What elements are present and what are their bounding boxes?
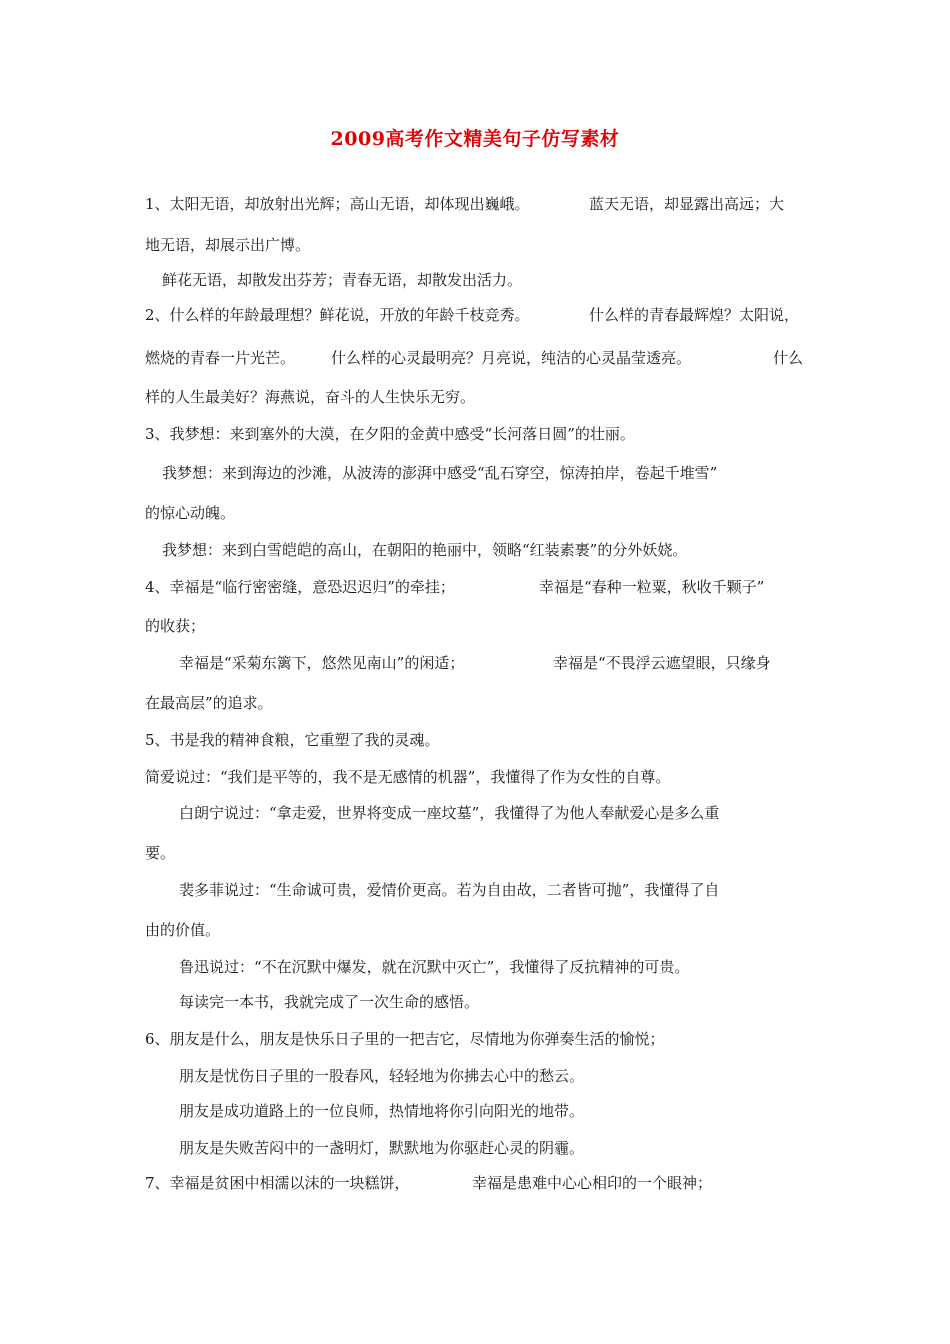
text-line: 鲜花无语，却散发出芬芳；青春无语，却散发出活力。	[162, 271, 523, 289]
text-line: 6、朋友是什么，朋友是快乐日子里的一把吉它，尽情地为你弹奏生活的愉悦；	[145, 1030, 665, 1048]
text-line: 鲁迅说过：“不在沉默中爆发，就在沉默中灭亡”，我懂得了反抗精神的可贵。	[179, 958, 690, 976]
text-line: 3、我梦想：来到塞外的大漠，在夕阳的金黄中感受“长河落日圆”的壮丽。	[145, 425, 635, 443]
text-line: 7、幸福是贫困中相濡以沫的一块糕饼，	[145, 1174, 410, 1192]
text-line: 4、幸福是“临行密密缝，意恐迟迟归”的牵挂；	[145, 578, 455, 596]
text-line: 什么	[773, 349, 804, 367]
text-line: 什么样的青春最辉煌？太阳说，	[589, 306, 800, 324]
text-line: 白朗宁说过：“拿走爱，世界将变成一座坟墓”，我懂得了为他人奉献爱心是多么重	[179, 804, 720, 822]
text-line: 每读完一本书，我就完成了一次生命的感悟。	[179, 993, 480, 1011]
text-line: 的惊心动魄。	[145, 504, 236, 522]
text-line: 地无语，却展示出广博。	[145, 236, 311, 254]
text-line: 裴多菲说过：“生命诚可贵，爱情价更高。若为自由故，二者皆可抛”，我懂得了自	[179, 881, 720, 899]
text-line: 幸福是“采菊东篱下，悠然见南山”的闲适；	[179, 654, 465, 672]
text-line: 5、书是我的精神食粮，它重塑了我的灵魂。	[145, 731, 440, 749]
text-line: 幸福是“不畏浮云遮望眼，只缘身	[553, 654, 771, 672]
text-line: 由的价值。	[145, 921, 221, 939]
text-line: 幸福是患难中心心相印的一个眼神；	[472, 1174, 713, 1192]
text-line: 朋友是成功道路上的一位良师，热情地将你引向阳光的地带。	[179, 1102, 585, 1120]
text-line: 1、太阳无语，却放射出光辉；高山无语，却体现出巍峨。	[145, 195, 530, 213]
text-line: 蓝天无语，却显露出高远；大	[589, 195, 785, 213]
text-line: 2、什么样的年龄最理想？鲜花说，开放的年龄千枝竞秀。	[145, 306, 530, 324]
text-line: 幸福是“春种一粒粟，秋收千颗子”	[539, 578, 765, 596]
text-line: 我梦想：来到白雪皑皑的高山，在朝阳的艳丽中，领略“红装素裹”的分外妖娆。	[162, 541, 688, 559]
text-line: 要。	[145, 844, 176, 862]
text-line: 朋友是忧伤日子里的一股春风，轻轻地为你拂去心中的愁云。	[179, 1067, 585, 1085]
text-line: 什么样的心灵最明亮？月亮说，纯洁的心灵晶莹透亮。	[331, 349, 692, 367]
text-line: 简爱说过：“我们是平等的，我不是无感情的机器”，我懂得了作为女性的自尊。	[145, 768, 671, 786]
document-title: 2009高考作文精美句子仿写素材	[330, 128, 620, 150]
text-line: 的收获；	[145, 617, 206, 635]
text-line: 朋友是失败苦闷中的一盏明灯，默默地为你驱赶心灵的阴霾。	[179, 1139, 585, 1157]
text-line: 样的人生最美好？海燕说，奋斗的人生快乐无穷。	[145, 388, 476, 406]
text-line: 我梦想：来到海边的沙滩，从波涛的澎湃中感受“乱石穿空，惊涛拍岸，卷起千堆雪”	[162, 464, 718, 482]
text-line: 在最高层”的追求。	[145, 694, 273, 712]
text-line: 燃烧的青春一片光芒。	[145, 349, 296, 367]
